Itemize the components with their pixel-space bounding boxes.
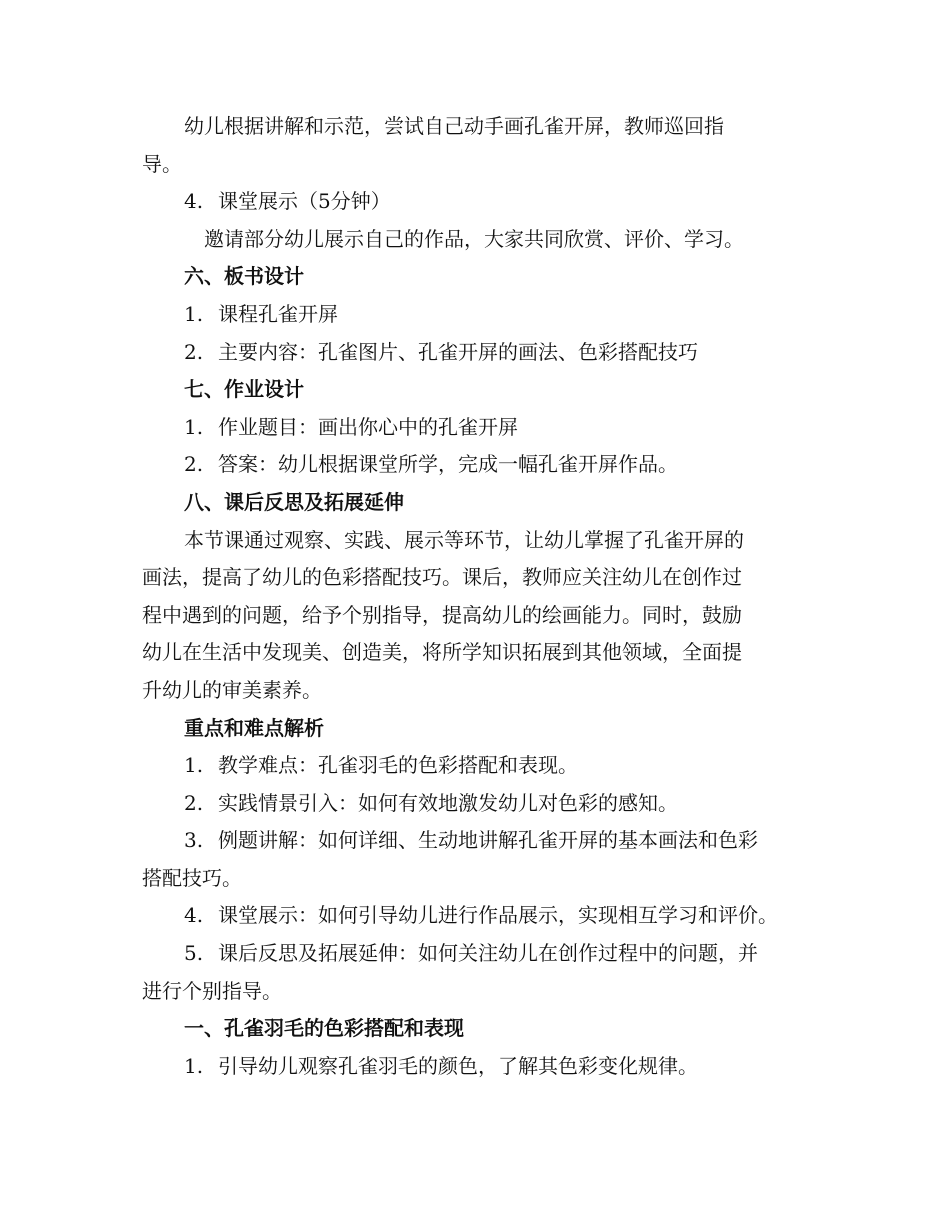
line-text: 八、课后反思及拓展延伸 [184, 489, 404, 514]
line-text: 课后反思及拓展延伸：如何关注幼儿在创作过程中的问题，并 [218, 941, 758, 966]
line-text: 课堂展示（5分钟） [218, 189, 391, 214]
text-line [142, 409, 808, 447]
list-number: 1. [184, 301, 204, 326]
line-text: 进行个别指导。 [142, 978, 282, 1003]
list-number: 2. [184, 790, 204, 815]
list-number: 3. [184, 828, 204, 853]
text-line [142, 785, 808, 823]
line-text: 教学难点：孔雀羽毛的色彩搭配和表现。 [218, 753, 578, 778]
document-body [142, 108, 808, 1085]
text-line [142, 897, 808, 935]
line-text: 七、作业设计 [184, 377, 304, 402]
text-line [142, 296, 808, 334]
list-number: 1. [184, 753, 204, 778]
text-line [142, 822, 808, 860]
line-text: 导。 [142, 151, 182, 176]
line-text: 幼儿在生活中发现美、创造美，将所学知识拓展到其他领域，全面提 [142, 640, 742, 665]
text-line [142, 1048, 808, 1086]
line-text: 本节课通过观察、实践、展示等环节，让幼儿掌握了孔雀开屏的 [184, 527, 744, 552]
line-text: 升幼儿的审美素养。 [142, 677, 322, 702]
text-line [142, 183, 808, 221]
text-line [142, 446, 808, 484]
list-number: 4. [184, 903, 204, 928]
line-text: 一、孔雀羽毛的色彩搭配和表现 [184, 1016, 464, 1041]
text-line [142, 672, 808, 710]
line-text: 作业题目：画出你心中的孔雀开屏 [218, 414, 518, 439]
text-line [142, 747, 808, 785]
list-number: 5. [184, 941, 204, 966]
text-line [142, 559, 808, 597]
list-number: 4. [184, 189, 204, 214]
line-text: 课堂展示：如何引导幼儿进行作品展示，实现相互学习和评价。 [218, 903, 778, 928]
line-text: 程中遇到的问题，给予个别指导，提高幼儿的绘画能力。同时，鼓励 [142, 602, 742, 627]
list-number: 1. [184, 1053, 204, 1078]
section-heading [142, 1010, 808, 1048]
line-text: 实践情景引入：如何有效地激发幼儿对色彩的感知。 [218, 790, 678, 815]
list-number: 1. [184, 414, 204, 439]
section-heading [142, 484, 808, 522]
section-heading [142, 371, 808, 409]
line-text: 幼儿根据讲解和示范，尝试自己动手画孔雀开屏，教师巡回指 [184, 114, 724, 138]
line-text: 课程孔雀开屏 [218, 301, 338, 326]
text-line [142, 597, 808, 635]
line-text: 主要内容：孔雀图片、孔雀开屏的画法、色彩搭配技巧 [218, 339, 698, 364]
line-text: 搭配技巧。 [142, 865, 242, 890]
text-line [142, 221, 808, 259]
list-number: 2. [184, 452, 204, 477]
line-text: 例题讲解：如何详细、生动地讲解孔雀开屏的基本画法和色彩 [218, 828, 758, 853]
list-number: 2. [184, 339, 204, 364]
line-text: 重点和难点解析 [184, 715, 324, 740]
section-heading [142, 258, 808, 296]
section-heading [142, 710, 808, 748]
text-line [142, 935, 808, 973]
text-line [142, 522, 808, 560]
line-text: 邀请部分幼儿展示自己的作品，大家共同欣赏、评价、学习。 [184, 226, 744, 251]
text-line [142, 146, 808, 184]
text-line [142, 108, 808, 146]
line-text: 引导幼儿观察孔雀羽毛的颜色，了解其色彩变化规律。 [218, 1053, 698, 1078]
text-line [142, 973, 808, 1011]
line-text: 答案：幼儿根据课堂所学，完成一幅孔雀开屏作品。 [218, 452, 678, 477]
text-line [142, 634, 808, 672]
line-text: 画法，提高了幼儿的色彩搭配技巧。课后，教师应关注幼儿在创作过 [142, 565, 742, 590]
text-line [142, 860, 808, 898]
line-text: 六、板书设计 [184, 264, 304, 289]
text-line [142, 334, 808, 372]
